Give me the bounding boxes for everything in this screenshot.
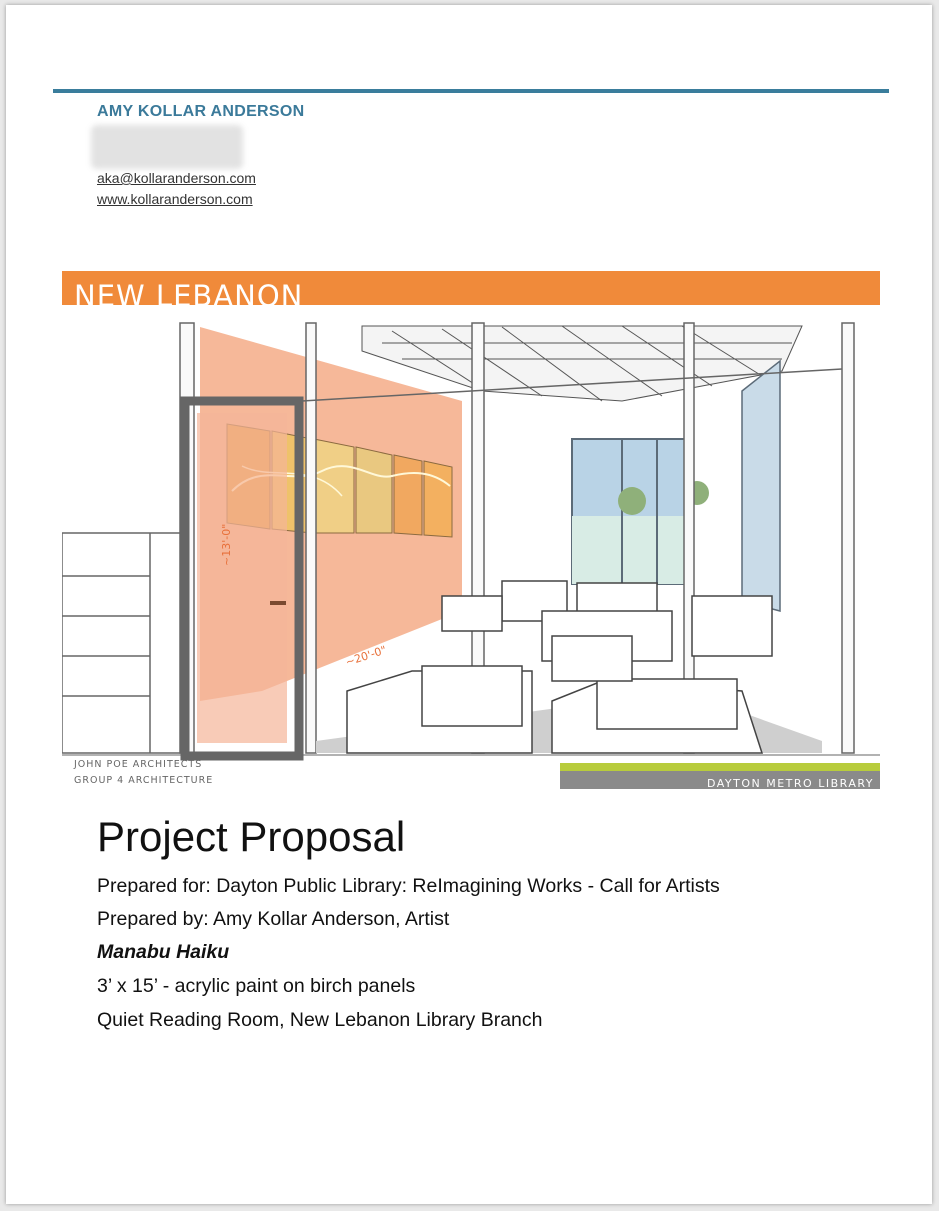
dimension-height: ~13'-0"	[220, 523, 233, 566]
banner-title: NEW LEBANON	[74, 279, 304, 313]
proposal-title: Project Proposal	[97, 813, 406, 860]
redacted-contact	[91, 125, 243, 169]
document-page	[6, 5, 932, 1204]
credits-line1: JOHN POE ARCHITECTS	[74, 759, 203, 770]
dimensions-medium: 3’ x 15’ - acrylic paint on birch panels	[97, 975, 416, 997]
lime-bar	[560, 763, 880, 771]
prepared-by: Prepared by: Amy Kollar Anderson, Artist	[97, 908, 450, 930]
dimension-width: ~20'-0"	[343, 643, 389, 669]
prepared-for: Prepared for: Dayton Public Library: ReImagining Works - Call for Artists	[97, 875, 720, 897]
credits-line2: GROUP 4 ARCHITECTURE	[74, 775, 214, 786]
shelving-unit	[62, 533, 180, 753]
header-rule	[53, 89, 889, 93]
door	[185, 401, 299, 756]
author-name: AMY KOLLAR ANDERSON	[97, 103, 305, 120]
architectural-rendering	[62, 271, 882, 789]
location: Quiet Reading Room, New Lebanon Library Branch	[97, 1009, 543, 1031]
email-link[interactable]: aka@kollaranderson.com	[97, 170, 256, 186]
website-link[interactable]: www.kollaranderson.com	[97, 191, 253, 207]
client-label: DAYTON METRO LIBRARY	[706, 777, 874, 789]
artwork-title: Manabu Haiku	[97, 941, 230, 963]
